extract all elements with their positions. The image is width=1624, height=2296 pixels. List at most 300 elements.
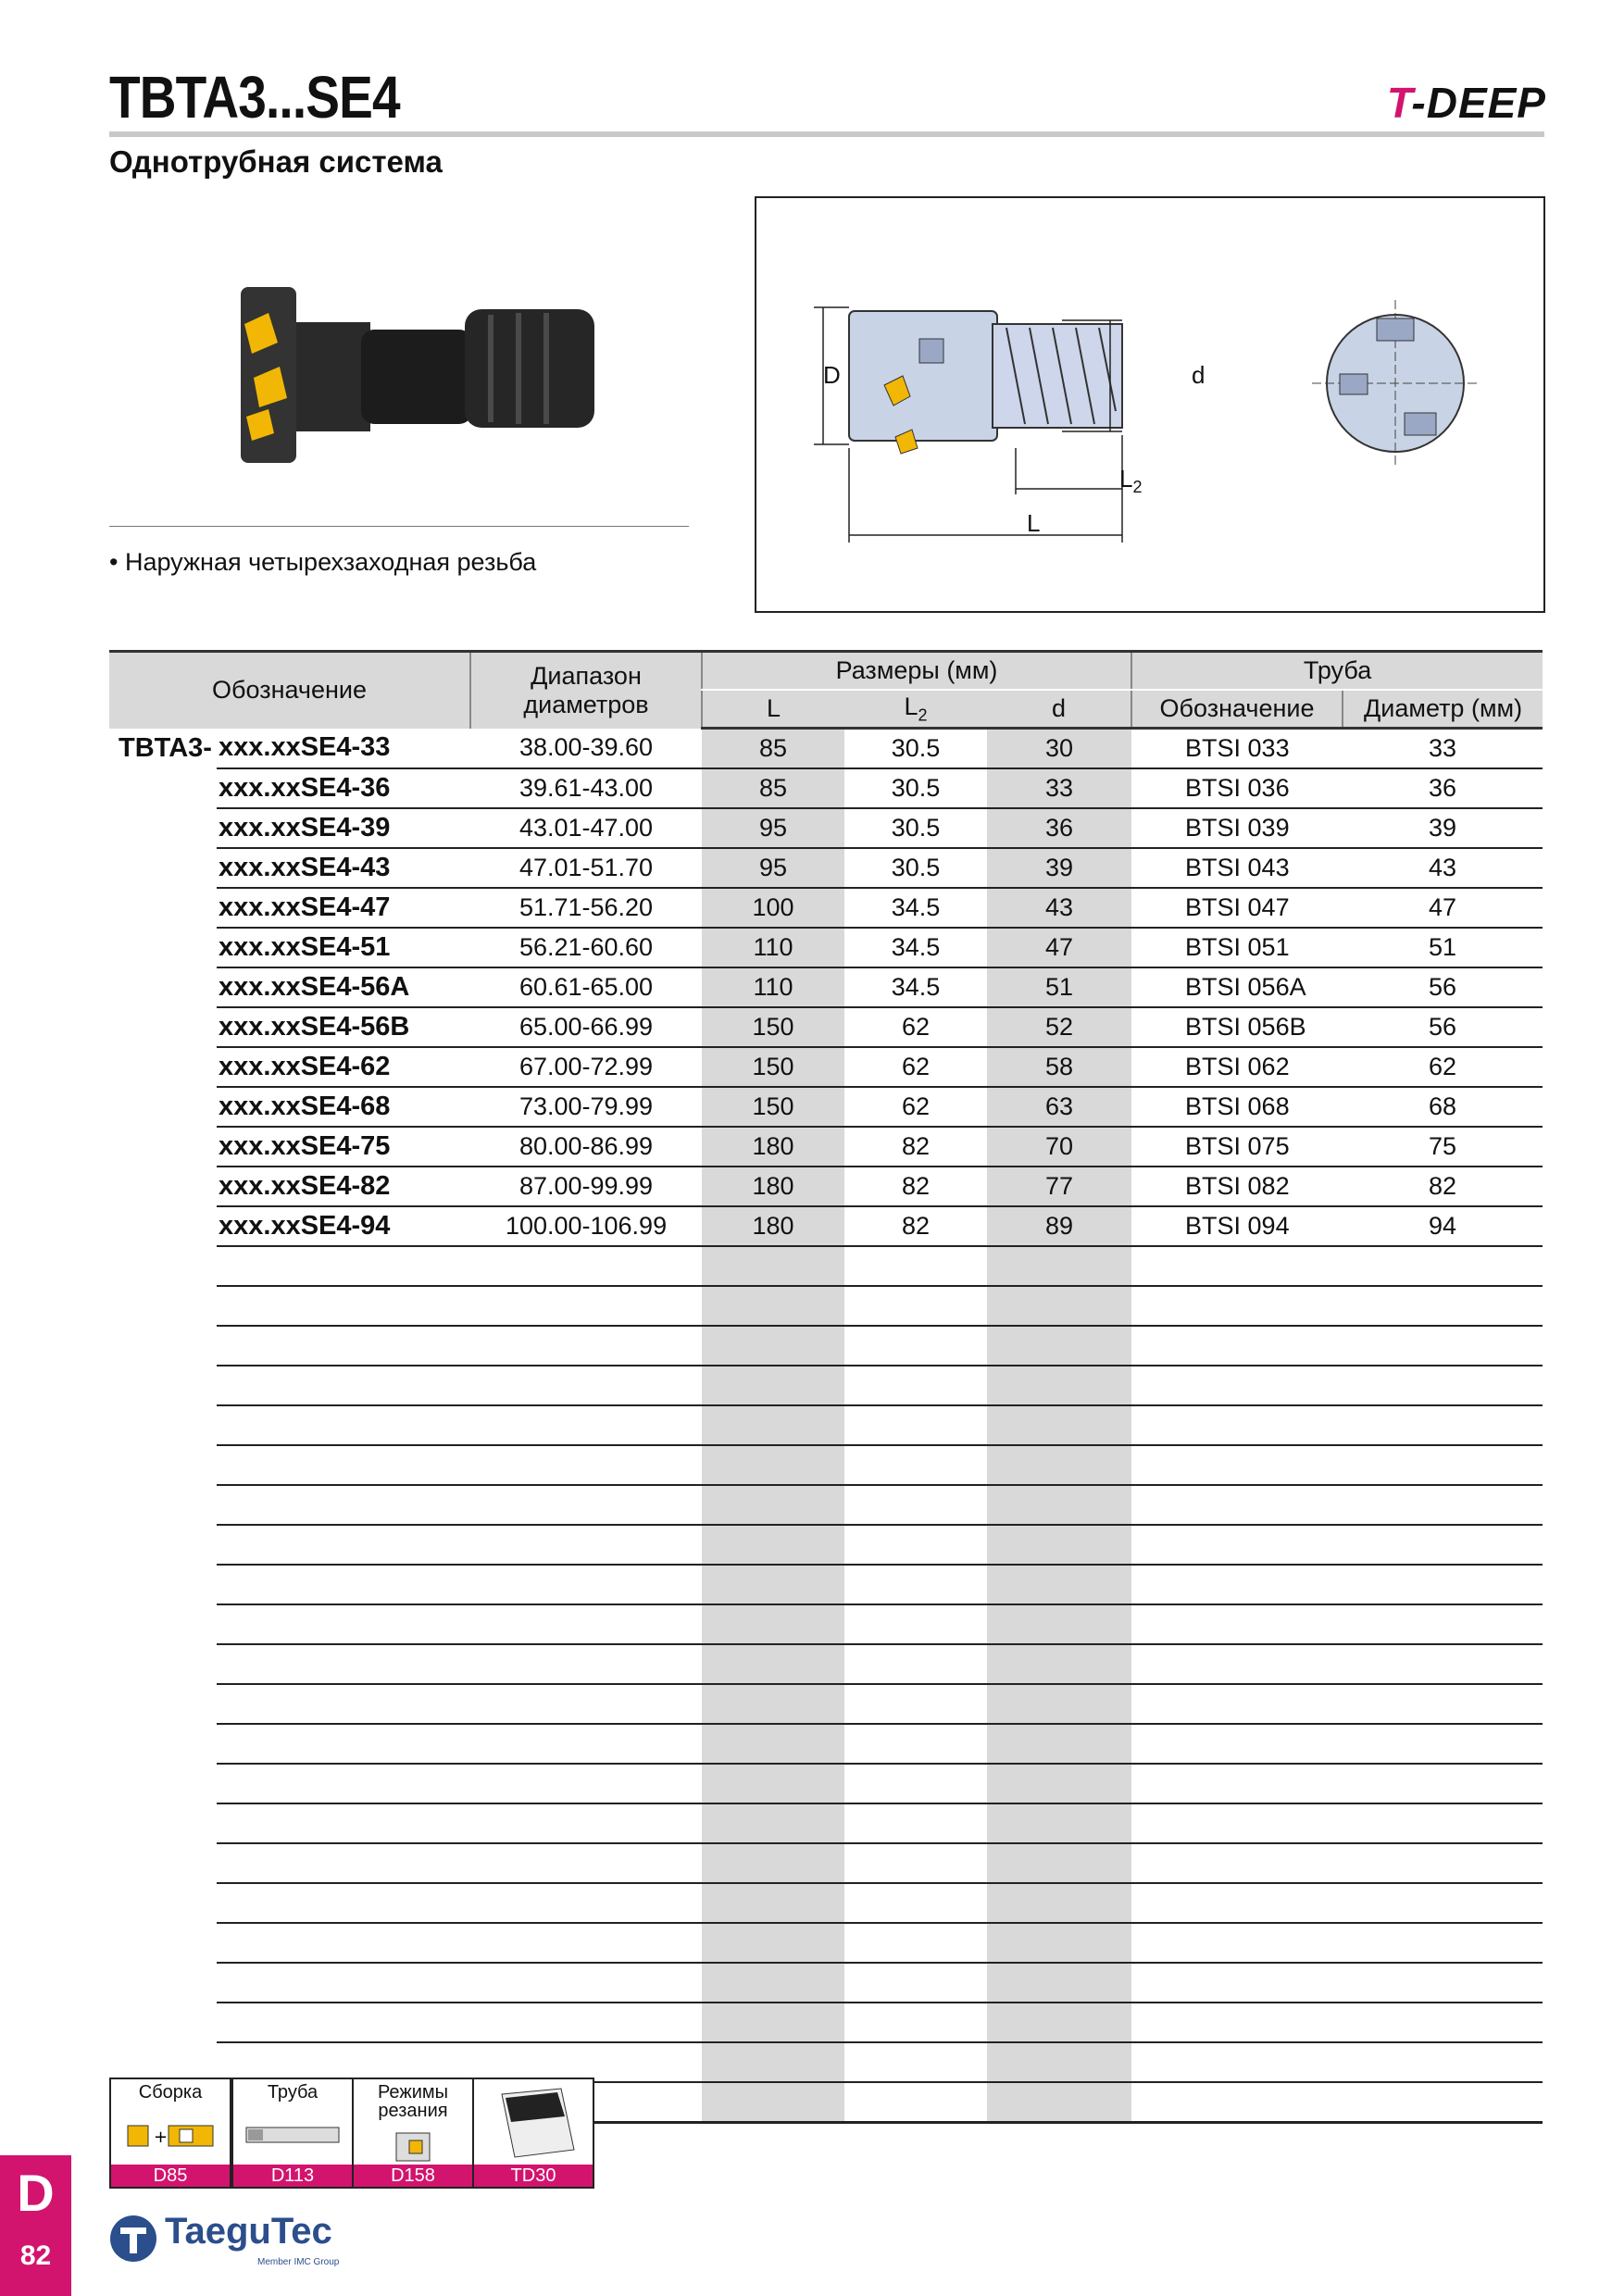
row-tube-diameter — [1343, 1923, 1543, 1963]
row-range — [470, 1923, 702, 1963]
row-L2 — [844, 2003, 987, 2042]
row-code — [217, 1883, 470, 1923]
row-prefix — [109, 1883, 217, 1923]
row-L2 — [844, 1525, 987, 1565]
row-L — [702, 1764, 844, 1803]
row-tube-diameter: 51 — [1343, 928, 1543, 967]
row-d — [987, 1644, 1131, 1684]
header-designation: Обозначение — [109, 652, 470, 729]
row-prefix — [109, 808, 217, 848]
row-d: 39 — [987, 848, 1131, 888]
ref-tube-page: D113 — [233, 2165, 352, 2187]
row-range — [470, 1604, 702, 1644]
row-prefix — [109, 1764, 217, 1803]
section-tab — [0, 2155, 71, 2296]
row-tube-code — [1131, 1565, 1343, 1604]
row-L: 150 — [702, 1047, 844, 1087]
row-prefix — [109, 1007, 217, 1047]
row-tube-diameter — [1343, 1565, 1543, 1604]
row-L2 — [844, 1764, 987, 1803]
row-tube-diameter — [1343, 1286, 1543, 1326]
table-row — [109, 848, 1543, 888]
row-d — [987, 1843, 1131, 1883]
ref-assembly-label: Сборка — [138, 2082, 203, 2103]
table-row — [109, 808, 1543, 848]
row-L2: 34.5 — [844, 967, 987, 1007]
row-d — [987, 1565, 1131, 1604]
ref-technical-guide[interactable] — [472, 2078, 594, 2189]
row-tube-code — [1131, 1724, 1343, 1764]
row-d: 63 — [987, 1087, 1131, 1127]
row-L — [702, 2042, 844, 2082]
row-prefix — [109, 888, 217, 928]
table-row — [109, 1326, 1543, 1366]
row-L — [702, 1246, 844, 1286]
row-tube-diameter: 39 — [1343, 808, 1543, 848]
table-row — [109, 1127, 1543, 1167]
header-tube-code: Обозначение — [1131, 690, 1343, 729]
row-code — [217, 1246, 470, 1286]
logo-rest: -DEEP — [1411, 79, 1546, 127]
table-row — [109, 1525, 1543, 1565]
row-d — [987, 1326, 1131, 1366]
tube-icon — [244, 2122, 341, 2150]
row-code — [217, 1604, 470, 1644]
row-d: 51 — [987, 967, 1131, 1007]
row-range: 56.21-60.60 — [470, 928, 702, 967]
row-code — [217, 1565, 470, 1604]
row-prefix — [109, 1525, 217, 1565]
table-row — [109, 2042, 1543, 2082]
row-code: xxx.xxSE4-62 — [217, 1047, 470, 1087]
header-d: d — [987, 690, 1131, 729]
row-tube-code — [1131, 1286, 1343, 1326]
row-L2: 62 — [844, 1047, 987, 1087]
row-tube-diameter — [1343, 1764, 1543, 1803]
row-d — [987, 1883, 1131, 1923]
row-L2 — [844, 2042, 987, 2082]
row-L — [702, 1525, 844, 1565]
ref-cutting-label: Режимы резания — [377, 2082, 449, 2121]
row-d: 36 — [987, 808, 1131, 848]
row-tube-diameter — [1343, 1326, 1543, 1366]
row-prefix — [109, 1405, 217, 1445]
row-range — [470, 1644, 702, 1684]
row-tube-diameter — [1343, 1246, 1543, 1286]
table-row — [109, 1644, 1543, 1684]
row-tube-code — [1131, 2042, 1343, 2082]
row-code — [217, 1843, 470, 1883]
row-tube-code — [1131, 1923, 1343, 1963]
row-tube-code: BTSI 056B — [1131, 1007, 1343, 1047]
row-prefix — [109, 1366, 217, 1405]
row-range: 51.71-56.20 — [470, 888, 702, 928]
svg-text:+: + — [154, 2128, 169, 2147]
header-L2-main: L — [904, 692, 918, 720]
row-prefix — [109, 1326, 217, 1366]
row-tube-code — [1131, 1684, 1343, 1724]
row-L2 — [844, 1246, 987, 1286]
row-tube-code — [1131, 1803, 1343, 1843]
row-range — [470, 1684, 702, 1724]
row-L — [702, 1405, 844, 1445]
cutting-data-icon — [391, 2128, 437, 2165]
row-L — [702, 1604, 844, 1644]
row-range: 67.00-72.99 — [470, 1047, 702, 1087]
row-L — [702, 1485, 844, 1525]
row-tube-diameter: 62 — [1343, 1047, 1543, 1087]
row-tube-diameter: 94 — [1343, 1206, 1543, 1246]
table-row — [109, 1803, 1543, 1843]
row-code: xxx.xxSE4-51 — [217, 928, 470, 967]
row-range — [470, 1366, 702, 1405]
row-prefix — [109, 1286, 217, 1326]
row-L: 180 — [702, 1127, 844, 1167]
row-L2 — [844, 1963, 987, 2003]
row-L2: 82 — [844, 1206, 987, 1246]
row-L: 180 — [702, 1167, 844, 1206]
table-row — [109, 1923, 1543, 1963]
section-letter: D — [17, 2164, 55, 2222]
row-d — [987, 1485, 1131, 1525]
technical-drawing — [755, 196, 1545, 613]
row-tube-diameter — [1343, 1963, 1543, 2003]
row-tube-code — [1131, 1246, 1343, 1286]
row-code — [217, 1764, 470, 1803]
row-tube-code — [1131, 1604, 1343, 1644]
spec-table — [109, 650, 1543, 2124]
header-range-line2: диаметров — [523, 690, 649, 718]
row-d — [987, 1684, 1131, 1724]
row-L2: 62 — [844, 1087, 987, 1127]
row-prefix — [109, 1445, 217, 1485]
row-prefix — [109, 1087, 217, 1127]
assembly-icon — [124, 2118, 217, 2155]
row-tube-diameter — [1343, 1604, 1543, 1644]
row-code: xxx.xxSE4-56A — [217, 967, 470, 1007]
row-tube-code — [1131, 2003, 1343, 2042]
row-L2 — [844, 1445, 987, 1485]
row-range: 39.61-43.00 — [470, 768, 702, 808]
row-tube-code — [1131, 1525, 1343, 1565]
row-tube-code — [1131, 1883, 1343, 1923]
brand-name: TaeguTec — [165, 2211, 332, 2252]
row-tube-diameter: 56 — [1343, 967, 1543, 1007]
ref-cutting-page: D158 — [354, 2165, 472, 2187]
row-L2 — [844, 1604, 987, 1644]
row-tube-diameter — [1343, 2082, 1543, 2123]
row-range: 43.01-47.00 — [470, 808, 702, 848]
row-tube-diameter — [1343, 1405, 1543, 1445]
table-row — [109, 1366, 1543, 1405]
row-range — [470, 1963, 702, 2003]
row-prefix — [109, 1047, 217, 1087]
row-range: 87.00-99.99 — [470, 1167, 702, 1206]
row-code — [217, 1405, 470, 1445]
ref-tube-label: Труба — [267, 2082, 319, 2103]
row-prefix — [109, 1684, 217, 1724]
row-tube-diameter: 33 — [1343, 729, 1543, 769]
row-range — [470, 1843, 702, 1883]
row-prefix: TBTA3- — [119, 732, 212, 763]
row-tube-diameter — [1343, 1525, 1543, 1565]
row-tube-code: BTSI 082 — [1131, 1167, 1343, 1206]
row-tube-code: BTSI 036 — [1131, 768, 1343, 808]
table-row — [109, 1047, 1543, 1087]
header-L2-sub: 2 — [918, 705, 928, 725]
row-code — [217, 1963, 470, 2003]
table-row — [109, 1206, 1543, 1246]
row-L: 85 — [702, 768, 844, 808]
row-tube-code — [1131, 1326, 1343, 1366]
row-d — [987, 1246, 1131, 1286]
table-row — [109, 967, 1543, 1007]
row-prefix — [109, 928, 217, 967]
table-row — [109, 1565, 1543, 1604]
row-tube-code: BTSI 056A — [1131, 967, 1343, 1007]
product-photo — [222, 268, 611, 463]
row-d — [987, 1803, 1131, 1843]
row-prefix — [109, 967, 217, 1007]
row-tube-code: BTSI 033 — [1131, 729, 1343, 769]
technical-guide-icon — [487, 2085, 580, 2161]
row-tube-diameter — [1343, 1724, 1543, 1764]
label-L2-sub: 2 — [1132, 478, 1143, 497]
row-prefix — [109, 1843, 217, 1883]
row-prefix — [109, 1923, 217, 1963]
row-code — [217, 1286, 470, 1326]
table-row — [109, 1843, 1543, 1883]
row-L2 — [844, 1326, 987, 1366]
row-L — [702, 1286, 844, 1326]
table-row — [109, 1286, 1543, 1326]
row-L2: 82 — [844, 1167, 987, 1206]
row-code — [217, 2003, 470, 2042]
row-L — [702, 1445, 844, 1485]
row-range: 80.00-86.99 — [470, 1127, 702, 1167]
table-row — [109, 888, 1543, 928]
brand-sub: Member IMC Group — [257, 2257, 340, 2267]
label-L2 — [1119, 465, 1142, 497]
table-row — [109, 1246, 1543, 1286]
row-L2 — [844, 1565, 987, 1604]
row-code: xxx.xxSE4-43 — [217, 848, 470, 888]
row-tube-code: BTSI 039 — [1131, 808, 1343, 848]
row-d: 33 — [987, 768, 1131, 808]
row-range — [470, 2003, 702, 2042]
row-tube-diameter: 36 — [1343, 768, 1543, 808]
row-L: 110 — [702, 928, 844, 967]
label-L2-main: L — [1119, 465, 1133, 493]
row-prefix — [109, 848, 217, 888]
row-L: 95 — [702, 848, 844, 888]
row-L2 — [844, 1923, 987, 1963]
row-tube-code — [1131, 1843, 1343, 1883]
row-code — [217, 1644, 470, 1684]
row-d — [987, 1724, 1131, 1764]
row-code: xxx.xxSE4-33 — [217, 729, 470, 769]
row-code — [217, 1724, 470, 1764]
photo-divider — [109, 526, 689, 527]
row-L2 — [844, 1366, 987, 1405]
row-prefix — [109, 1485, 217, 1525]
table-row — [109, 1007, 1543, 1047]
row-L — [702, 1724, 844, 1764]
table-body — [109, 729, 1543, 2123]
header-L: L — [702, 690, 844, 729]
ref-tube[interactable] — [231, 2078, 354, 2189]
row-prefix — [109, 768, 217, 808]
row-d: 47 — [987, 928, 1131, 967]
row-tube-code — [1131, 1366, 1343, 1405]
row-L2 — [844, 1883, 987, 1923]
row-L — [702, 1883, 844, 1923]
row-range — [470, 1764, 702, 1803]
row-L2: 30.5 — [844, 768, 987, 808]
header-L2 — [844, 690, 987, 729]
row-L2 — [844, 1803, 987, 1843]
row-prefix — [109, 1724, 217, 1764]
table-row — [109, 1883, 1543, 1923]
row-code — [217, 1485, 470, 1525]
table-row — [109, 928, 1543, 967]
row-d: 43 — [987, 888, 1131, 928]
row-L2 — [844, 1286, 987, 1326]
row-code: xxx.xxSE4-39 — [217, 808, 470, 848]
row-tube-diameter — [1343, 1485, 1543, 1525]
table-row — [109, 1445, 1543, 1485]
row-d: 89 — [987, 1206, 1131, 1246]
row-tube-code: BTSI 068 — [1131, 1087, 1343, 1127]
row-tube-code: BTSI 075 — [1131, 1127, 1343, 1167]
header-tube-diameter: Диаметр (мм) — [1343, 690, 1543, 729]
table-row — [109, 1963, 1543, 2003]
row-L: 85 — [702, 729, 844, 769]
row-tube-code: BTSI 047 — [1131, 888, 1343, 928]
row-L2: 34.5 — [844, 888, 987, 928]
row-prefix — [109, 1127, 217, 1167]
row-tube-code: BTSI 062 — [1131, 1047, 1343, 1087]
feature-bullet: • Наружная четырехзаходная резьба — [109, 548, 537, 576]
row-L2: 34.5 — [844, 928, 987, 967]
row-tube-diameter — [1343, 2003, 1543, 2042]
row-prefix — [109, 1963, 217, 2003]
row-d — [987, 2042, 1131, 2082]
ref-assembly-page: D85 — [111, 2165, 230, 2187]
table-row — [109, 1087, 1543, 1127]
row-range — [470, 1445, 702, 1485]
row-L2 — [844, 1724, 987, 1764]
row-prefix — [109, 2003, 217, 2042]
row-L: 95 — [702, 808, 844, 848]
row-d — [987, 1525, 1131, 1565]
row-prefix — [109, 1644, 217, 1684]
row-tube-diameter — [1343, 1684, 1543, 1724]
page-number: 82 — [19, 2240, 52, 2271]
row-L: 180 — [702, 1206, 844, 1246]
row-L — [702, 1803, 844, 1843]
row-L2 — [844, 1485, 987, 1525]
row-d — [987, 1405, 1131, 1445]
row-L — [702, 1644, 844, 1684]
table-row — [109, 1405, 1543, 1445]
row-range — [470, 2042, 702, 2082]
taegutec-logo-icon — [107, 2213, 159, 2265]
row-tube-code — [1131, 1764, 1343, 1803]
row-L — [702, 1843, 844, 1883]
row-L2 — [844, 1405, 987, 1445]
row-L: 150 — [702, 1087, 844, 1127]
table-row — [109, 729, 1543, 769]
row-L — [702, 1366, 844, 1405]
row-L2: 30.5 — [844, 848, 987, 888]
ref-assembly[interactable] — [109, 2078, 231, 2189]
row-L — [702, 1923, 844, 1963]
table-row — [109, 2003, 1543, 2042]
row-tube-code — [1131, 2082, 1343, 2123]
row-d — [987, 1366, 1131, 1405]
row-code: xxx.xxSE4-94 — [217, 1206, 470, 1246]
row-L2: 62 — [844, 1007, 987, 1047]
row-d: 70 — [987, 1127, 1131, 1167]
row-d — [987, 2082, 1131, 2123]
row-prefix — [109, 2042, 217, 2082]
row-code — [217, 1445, 470, 1485]
row-d: 58 — [987, 1047, 1131, 1087]
t-deep-logo — [1387, 78, 1546, 128]
row-tube-code: BTSI 094 — [1131, 1206, 1343, 1246]
row-range — [470, 1565, 702, 1604]
logo-t: T — [1386, 79, 1412, 127]
row-L2 — [844, 1644, 987, 1684]
row-tube-diameter — [1343, 1803, 1543, 1843]
row-range — [470, 1485, 702, 1525]
row-d: 52 — [987, 1007, 1131, 1047]
row-tube-diameter — [1343, 1445, 1543, 1485]
table-row — [109, 1724, 1543, 1764]
row-code — [217, 1326, 470, 1366]
row-L — [702, 2003, 844, 2042]
table-row — [109, 1485, 1543, 1525]
row-tube-diameter — [1343, 1883, 1543, 1923]
row-tube-code: BTSI 051 — [1131, 928, 1343, 967]
row-d — [987, 1963, 1131, 2003]
row-d: 30 — [987, 729, 1131, 769]
row-code — [217, 1923, 470, 1963]
ref-cutting-data[interactable] — [352, 2078, 474, 2189]
row-L — [702, 1326, 844, 1366]
table-row — [109, 1764, 1543, 1803]
row-tube-diameter: 75 — [1343, 1127, 1543, 1167]
row-L2: 30.5 — [844, 729, 987, 769]
header-tube: Труба — [1131, 652, 1543, 691]
row-d — [987, 1604, 1131, 1644]
row-L — [702, 2082, 844, 2123]
page-title: TBTA3...SE4 — [109, 64, 400, 131]
row-tube-diameter: 82 — [1343, 1167, 1543, 1206]
header-range — [470, 652, 702, 729]
row-range — [470, 1724, 702, 1764]
header-dimensions: Размеры (мм) — [702, 652, 1131, 691]
row-tube-code: BTSI 043 — [1131, 848, 1343, 888]
row-range: 73.00-79.99 — [470, 1087, 702, 1127]
row-code: xxx.xxSE4-36 — [217, 768, 470, 808]
row-code: xxx.xxSE4-56B — [217, 1007, 470, 1047]
row-tube-diameter: 56 — [1343, 1007, 1543, 1047]
row-range: 60.61-65.00 — [470, 967, 702, 1007]
row-code: xxx.xxSE4-68 — [217, 1087, 470, 1127]
row-d — [987, 1923, 1131, 1963]
